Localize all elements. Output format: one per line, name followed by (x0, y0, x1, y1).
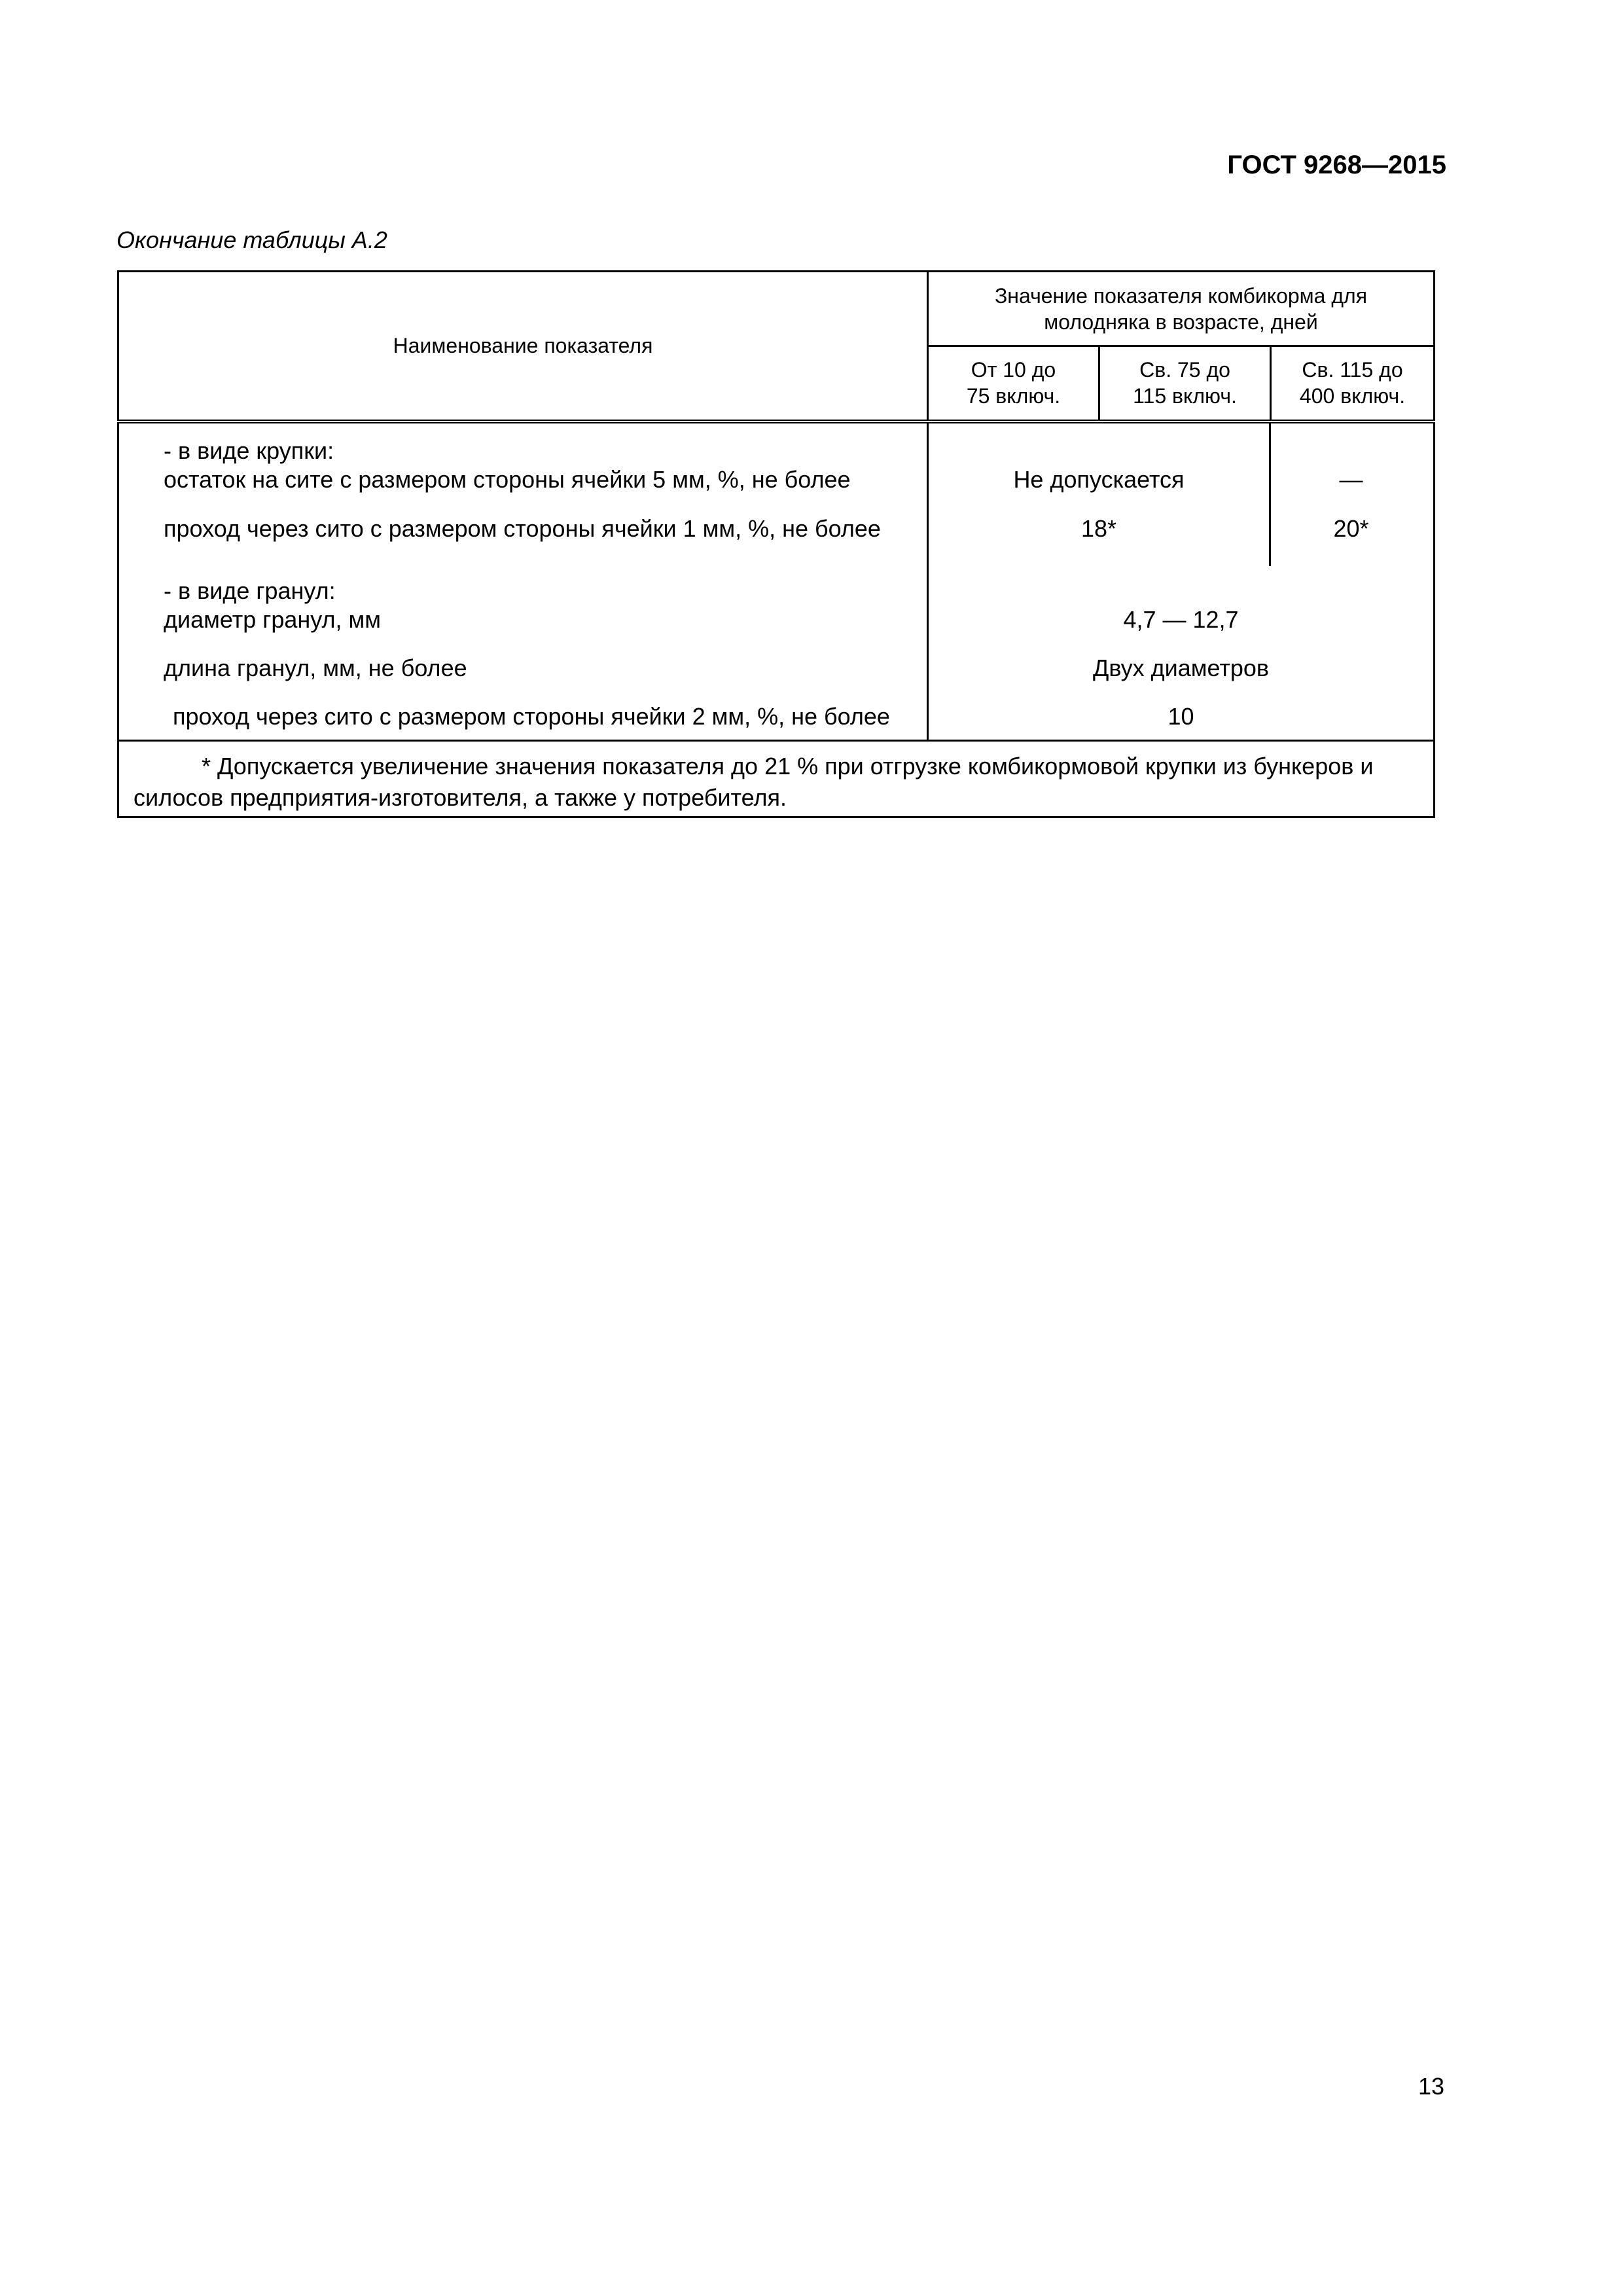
crumb-residue-label: остаток на сите с размером стороны ячейки 5 мм, %, не более (164, 465, 851, 493)
granule-section-title: - в виде гранул: (164, 577, 336, 604)
value-column-divider (1269, 423, 1271, 566)
granule-pass-value: 10 (1168, 702, 1194, 730)
granule-pass-label: проход через сито с размером стороны ячейки 2 мм, %, не более (173, 702, 890, 730)
header-age-col-2-line1: Св. 75 до (1139, 358, 1230, 382)
granule-length-value: Двух диаметров (1092, 654, 1270, 681)
header-age-col-1 (928, 346, 1099, 422)
crumb-pass-value-cols-1-2: 18* (1080, 514, 1117, 542)
granule-length-label: длина гранул, мм, не более (164, 654, 467, 681)
granule-diameter-value: 4,7 — 12,7 (1123, 605, 1239, 633)
footnote-line-1: * Допускается увеличение значения показателя до 21 % при отгрузке комбикормовой крупки из бункеров и (202, 753, 1374, 780)
table-footnote (118, 741, 1435, 817)
indicators-table (117, 270, 1435, 818)
crumb-pass-label: проход через сито с размером стороны ячейки 1 мм, %, не более (164, 514, 881, 542)
header-age-col-3-line1: Св. 115 до (1302, 358, 1403, 382)
indicator-names-cell (118, 422, 928, 741)
header-value-group-line1: Значение показателя комбикорма для (994, 283, 1368, 308)
header-value-group-line2: молодняка в возрасте, дней (1044, 310, 1318, 334)
standard-code: ГОСТ 9268—2015 (1227, 151, 1446, 179)
header-age-col-2 (1099, 346, 1271, 422)
header-value-group (928, 272, 1435, 346)
crumb-section-title: - в виде крупки: (164, 437, 334, 464)
header-age-col-2-line2: 115 включ. (1133, 384, 1237, 408)
header-indicator-name (118, 272, 928, 422)
crumb-residue-value-col-3: — (1339, 465, 1363, 493)
granule-diameter-label: диаметр гранул, мм (164, 605, 381, 633)
indicator-values-cell (928, 422, 1435, 741)
crumb-pass-value-col-3: 20* (1333, 514, 1369, 542)
header-age-col-3-line2: 400 включ. (1299, 384, 1406, 408)
header-age-col-1-line1: От 10 до (971, 358, 1056, 382)
header-age-col-3 (1271, 346, 1435, 422)
header-age-col-1-line2: 75 включ. (966, 384, 1061, 408)
header-indicator-name-text: Наименование показателя (393, 334, 653, 358)
table-caption: Окончание таблицы А.2 (116, 226, 387, 253)
footnote-line-2: силосов предприятия-изготовителя, а также у потребителя. (134, 784, 787, 811)
page-number: 13 (1418, 2073, 1444, 2100)
crumb-residue-value-cols-1-2: Не допускается (1013, 465, 1185, 493)
